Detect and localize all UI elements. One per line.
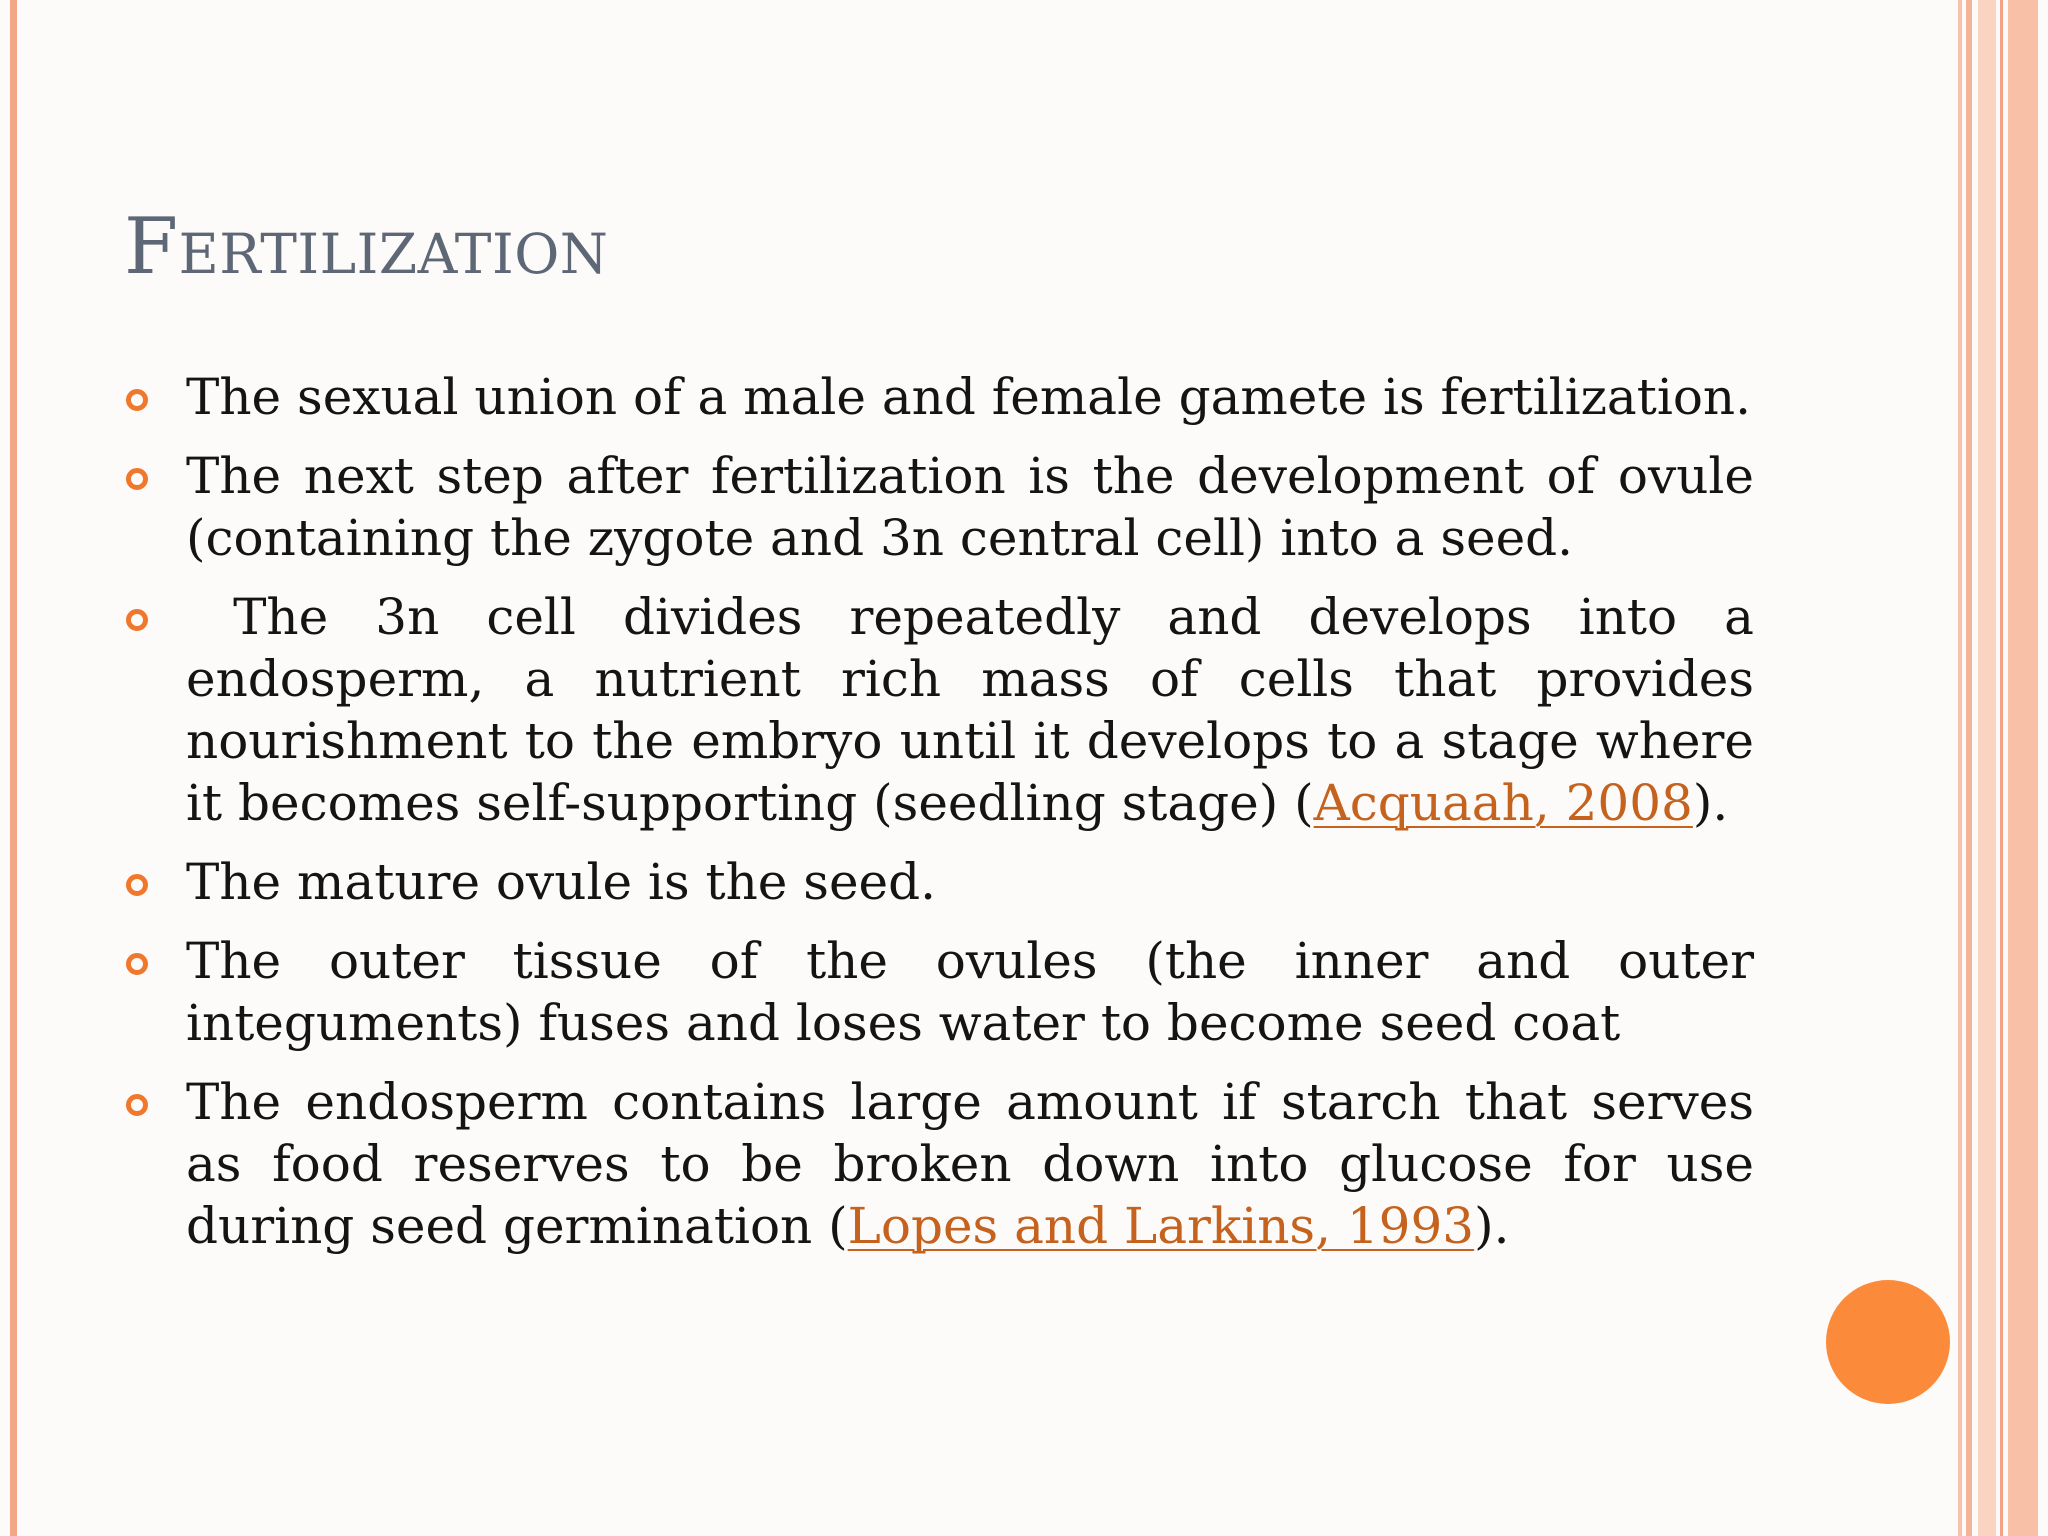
bullet-circle-icon xyxy=(126,468,148,490)
bullet-item xyxy=(122,930,1754,1054)
bullet-item xyxy=(122,445,1754,569)
slide-title: Fertilization xyxy=(124,202,609,292)
bullet-text: The mature ovule is the seed. xyxy=(186,853,937,911)
bullet-circle-icon xyxy=(126,874,148,896)
citation-link-lopes-larkins[interactable]: Lopes and Larkins, 1993 xyxy=(847,1197,1475,1255)
right-decor-stripe xyxy=(2008,0,2038,1536)
bullet-list xyxy=(122,366,1770,1274)
bullet-circle-icon xyxy=(126,953,148,975)
bullet-text: The 3n cell divides repeatedly and develops into a endosperm, a nutrient rich mass of cells that provides nourishment to the embryo until it develops to a stage where it becomes self-supporting (seedling stage) ( xyxy=(186,588,1770,832)
right-decor-stripe xyxy=(1966,0,1972,1536)
right-decor-stripe xyxy=(1958,0,1962,1536)
right-decor-stripe xyxy=(1978,0,1996,1536)
bullet-item xyxy=(122,851,1754,913)
left-edge-stripe xyxy=(10,0,17,1536)
bullet-text: The outer tissue of the ovules (the inner and outer integuments) fuses and loses water to become seed coat xyxy=(186,932,1754,1052)
bullet-item xyxy=(122,586,1770,834)
bullet-text-end: ). xyxy=(1692,774,1729,832)
bullet-circle-icon xyxy=(126,609,148,631)
bullet-circle-icon xyxy=(126,389,148,411)
bullet-circle-icon xyxy=(126,1094,148,1116)
bullet-text-end: ). xyxy=(1474,1197,1510,1255)
bullet-item xyxy=(122,366,1754,428)
citation-link-acquaah[interactable]: Acquaah, 2008 xyxy=(1313,774,1693,832)
orange-circle-decor xyxy=(1826,1280,1950,1404)
bullet-text: The endosperm contains large amount if starch that serves as food reserves to be broken down into glucose for use during seed germination ( xyxy=(186,1073,1754,1255)
right-decor-stripe xyxy=(2000,0,2003,1536)
bullet-item xyxy=(122,1071,1754,1257)
bullet-text: The sexual union of a male and female gamete is fertilization. xyxy=(186,368,1752,426)
bullet-text: The next step after fertilization is the development of ovule (containing the zygote and 3n central cell) into a seed. xyxy=(186,447,1754,567)
